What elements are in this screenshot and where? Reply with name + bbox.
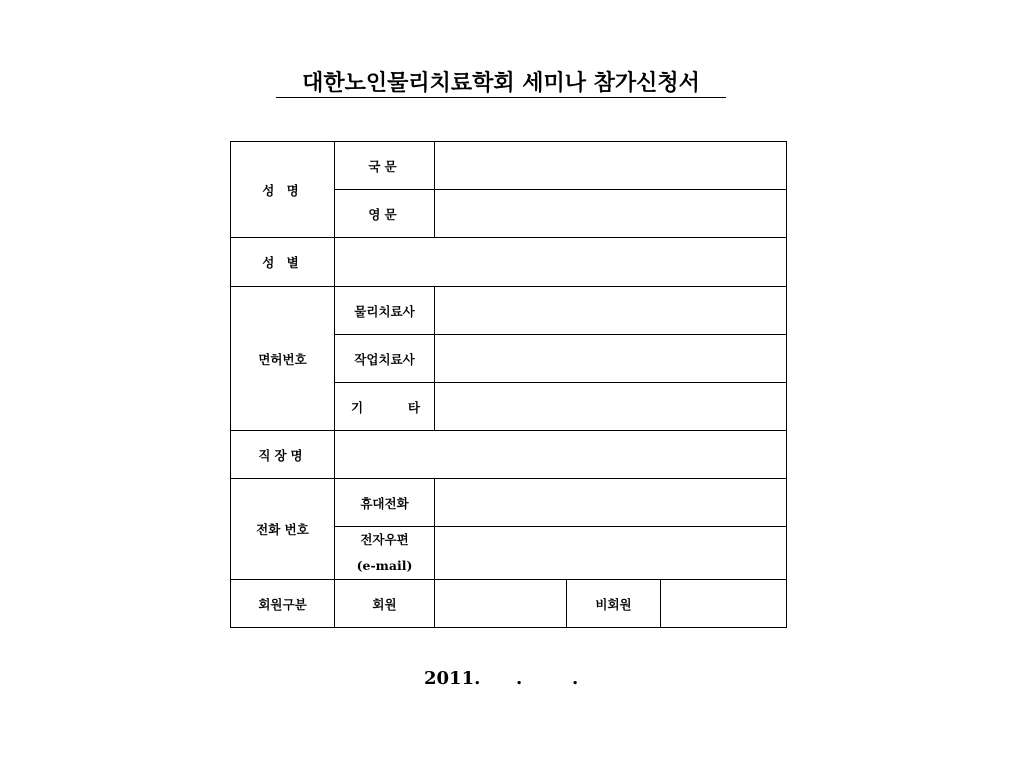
- other-label-part1: 기: [351, 399, 364, 415]
- mobile-phone-field[interactable]: [435, 479, 787, 527]
- mobile-phone-label: 휴대전화: [335, 479, 435, 527]
- phone-label: 전화 번호: [231, 479, 335, 580]
- physical-therapist-label: 물리치료사: [335, 287, 435, 335]
- nonmember-field[interactable]: [661, 580, 787, 628]
- gender-row: [231, 238, 787, 287]
- workplace-field[interactable]: [335, 431, 787, 479]
- member-field[interactable]: [435, 580, 567, 628]
- gender-field[interactable]: [335, 238, 787, 287]
- name-korean-row: [231, 142, 787, 190]
- license-label: 면허번호: [231, 287, 335, 431]
- email-label-line2: (e-mail): [356, 558, 413, 573]
- workplace-label: 직장명: [231, 431, 335, 479]
- license-pt-row: [231, 287, 787, 335]
- korean-name-label: 국문: [335, 142, 435, 190]
- email-label-line1: 전자우편: [360, 532, 409, 547]
- member-label: 회원: [335, 580, 435, 628]
- english-name-field[interactable]: [435, 190, 787, 238]
- occupational-therapist-label: 작업치료사: [335, 335, 435, 383]
- other-label-part2: 타: [407, 399, 420, 415]
- occupational-therapist-license-field[interactable]: [435, 335, 787, 383]
- workplace-row: [231, 431, 787, 479]
- application-form-table: [230, 141, 787, 628]
- name-label: 성 명: [231, 142, 335, 238]
- membership-row: [231, 580, 787, 628]
- nonmember-label: 비회원: [567, 580, 661, 628]
- mobile-row: [231, 479, 787, 527]
- date-year: 2011.: [424, 668, 481, 689]
- document-title: 대한노인물리치료학회 세미나 참가신청서: [302, 71, 700, 96]
- title-underline: [276, 97, 726, 98]
- date-day-dot: .: [572, 668, 579, 689]
- gender-label: 성 별: [231, 238, 335, 287]
- membership-label: 회원구분: [231, 580, 335, 628]
- other-license-field[interactable]: [435, 383, 787, 431]
- other-license-label: [335, 383, 435, 431]
- date-month-dot: .: [516, 668, 523, 689]
- email-field[interactable]: [435, 527, 787, 580]
- english-name-label: 영문: [335, 190, 435, 238]
- email-label: [335, 527, 435, 580]
- korean-name-field[interactable]: [435, 142, 787, 190]
- physical-therapist-license-field[interactable]: [435, 287, 787, 335]
